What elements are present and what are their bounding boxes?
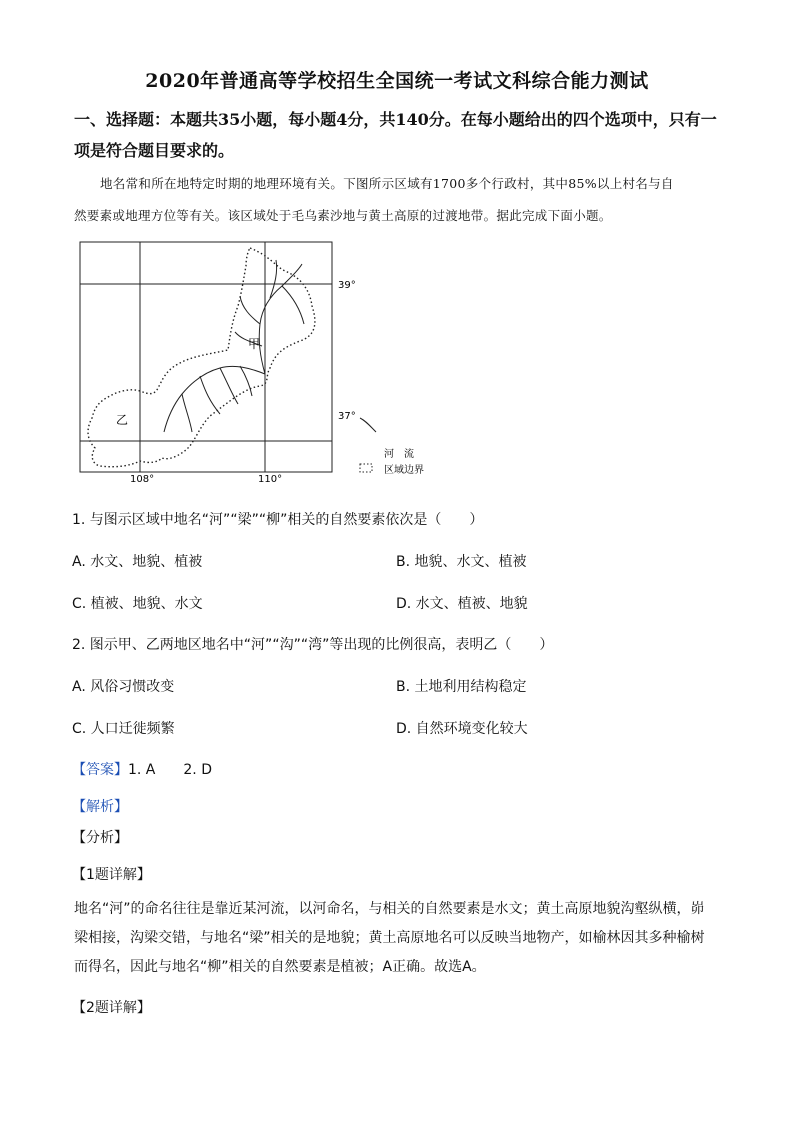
q2-option-c: C. 人口迁徙频繁 — [72, 721, 175, 737]
q1-option-a: A. 水文、地貌、植被 — [72, 554, 203, 570]
q1-detail-line: 而得名，因此与地名“柳”相关的自然要素是植被；A正确。故选A。 — [74, 959, 486, 975]
q1-detail-line: 梁相接，沟梁交错，与地名“梁”相关的是地貌；黄土高原地名可以反映当地物产，如榆林因其多种榆树 — [74, 930, 705, 946]
q2-detail-header: 【2题详解】 — [72, 1000, 151, 1016]
river-branch-s2 — [200, 376, 220, 414]
q1-detail-line: 地名“河”的命名往往是靠近某河流，以河命名，与相关的自然要素是水文；黄土高原地貌沟壑纵横，峁 — [74, 901, 705, 917]
answer-line — [72, 759, 212, 779]
legend-boundary-label: 区域边界 — [384, 465, 424, 476]
river-branch-s3 — [182, 394, 192, 432]
exam-title: 2020年普通高等学校招生全国统一考试文科综合能力测试 — [145, 70, 649, 92]
label-yi: 乙 — [116, 413, 129, 427]
answer-tag: 【答案】 — [72, 762, 128, 778]
label-jia: 甲 — [248, 337, 261, 351]
q1-option-b: B. 地貌、水文、植被 — [396, 554, 527, 570]
fenxi-header: 【分析】 — [72, 830, 128, 846]
answer-text: 1. A 2. D — [128, 762, 212, 778]
q1-detail-header: 【1题详解】 — [72, 867, 151, 883]
section-heading-line1: 一、选择题：本题共35小题，每小题4分，共140分。在每小题给出的四个选项中，只有一 — [74, 110, 717, 129]
river-branch-s1 — [220, 368, 238, 404]
lat-label-37: 37° — [338, 411, 356, 422]
q1-option-d: D. 水文、植被、地貌 — [396, 596, 528, 612]
river-branch-s4 — [240, 366, 252, 396]
river-main-north — [259, 264, 302, 374]
river-branch-n2 — [240, 296, 260, 324]
river-main-south — [164, 366, 265, 432]
legend-river-label: 河 流 — [384, 449, 414, 460]
region-boundary — [88, 248, 315, 467]
section-heading-line2: 项是符合题目要求的。 — [74, 141, 235, 160]
q2-option-b: B. 土地利用结构稳定 — [396, 679, 527, 695]
rivers — [164, 260, 304, 432]
q2-option-d: D. 自然环境变化较大 — [396, 721, 528, 737]
q1-option-c: C. 植被、地貌、水文 — [72, 596, 203, 612]
intro-line2: 然要素或地理方位等有关。该区域处于毛乌素沙地与黄土高原的过渡地带。据此完成下面小题。 — [74, 208, 612, 223]
river-branch-n1 — [282, 286, 304, 324]
lon-label-108: 108° — [130, 474, 155, 485]
legend-river-icon — [360, 418, 376, 432]
q1-detail-body — [74, 895, 724, 982]
lat-label-39: 39° — [338, 280, 356, 291]
question-1-stem: 1. 与图示区域中地名“河”“梁”“柳”相关的自然要素依次是（ ） — [72, 512, 484, 528]
lon-label-110: 110° — [258, 474, 283, 485]
intro-line1: 地名常和所在地特定时期的地理环境有关。下图所示区域有1700多个行政村，其中85%以上村名与自 — [100, 176, 674, 191]
q2-option-a: A. 风俗习惯改变 — [72, 679, 175, 695]
legend-boundary-icon — [360, 464, 372, 472]
analysis-header: 【解析】 — [72, 799, 128, 815]
region-map — [70, 236, 450, 486]
question-2-stem: 2. 图示甲、乙两地区地名中“河”“沟”“湾”等出现的比例很高，表明乙（ ） — [72, 637, 554, 653]
